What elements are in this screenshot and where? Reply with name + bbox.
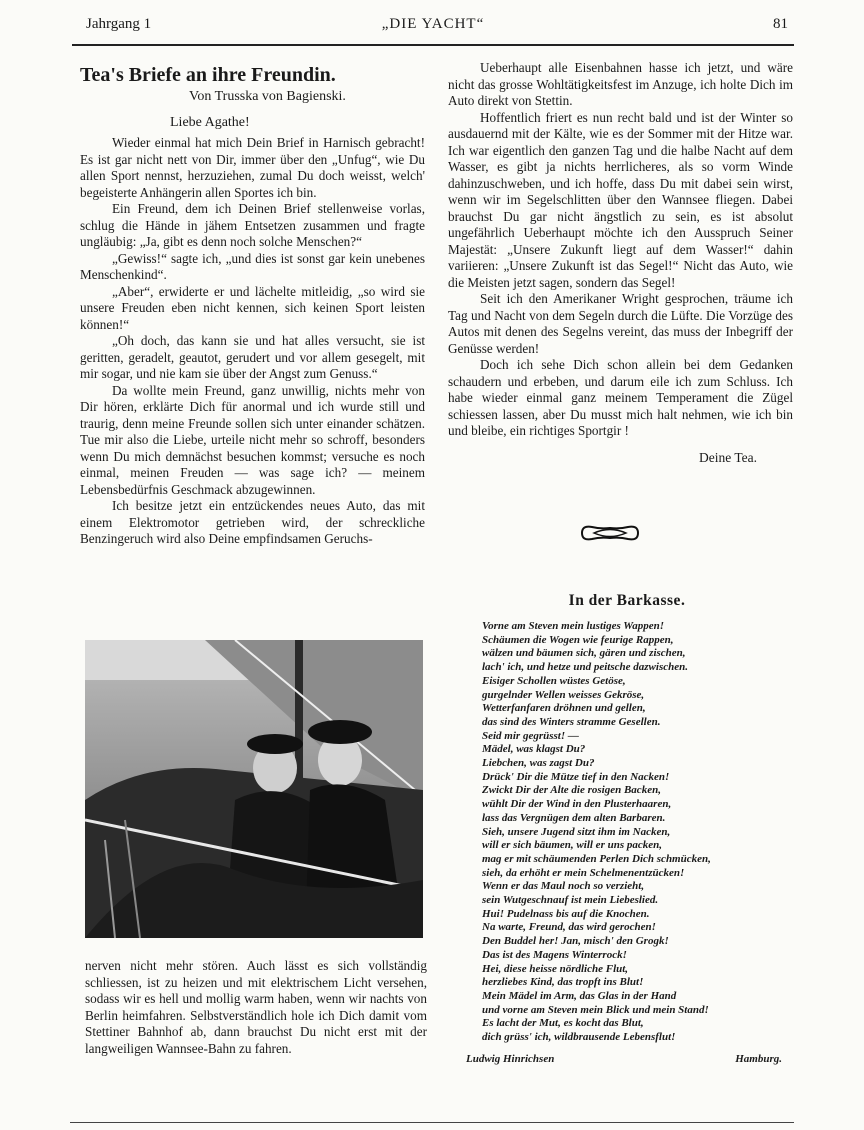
poem-line: Liebchen, was zagst Du?: [482, 757, 595, 770]
poem-line: dich grüss' ich, wildbrausende Lebensflut!: [482, 1031, 676, 1044]
poem-line: Mein Mädel im Arm, das Glas in der Hand: [482, 989, 677, 1002]
paragraph: „Gewiss!“ sagte ich, „und dies ist sonst gar kein unebenes Menschenkind“.: [80, 250, 425, 282]
poem-line: Eisiger Schollen wüstes Getöse,: [482, 674, 626, 687]
paragraph: Ein Freund, dem ich Deinen Brief stellenweise vorlas, schlug die Hände in jähem Entsetzen zusammen und fragte ungläubig: „Ja, gibt es denn noch solche Menschen?“: [80, 201, 425, 249]
poem-line: sieh, da erhöht er mein Schelmenentzücken!: [482, 866, 685, 879]
poem-line: Hei, diese heisse nördliche Flut,: [482, 962, 629, 975]
poem-line: Zwickt Dir der Alte die rosigen Backen,: [482, 784, 661, 797]
poem-line: Schäumen die Wogen wie feurige Rappen,: [482, 633, 674, 646]
paragraph: Ich besitze jetzt ein entzückendes neues Auto, das mit einem Elektromotor getrieben wird, der schreckliche Benzingeruch wird also Deine empfindsamen Geruchs-: [80, 498, 425, 546]
paragraph: „Aber“, erwiderte er und lächelte mitleidig, „so wird sie unsere Freuden eben nicht kennen, sich keinen Sport leisten können!“: [80, 283, 425, 332]
poem-line: will er sich bäumen, will er uns packen,: [482, 839, 662, 852]
poem-line: Wetterfanfaren dröhnen und gellen,: [482, 702, 646, 715]
poem-line: gurgelnder Wellen weisses Gekröse,: [482, 688, 645, 701]
poem-line: Das ist des Magens Winterrock!: [482, 948, 627, 961]
poem: [462, 592, 792, 1073]
paragraph: nerven nicht mehr stören. Auch lässt es sich vollständig schliessen, ist zu heizen und mit elektrischem Licht versehen, sodass wir es hell und mollig warm haben, wenn wir nachts von Berlin heimfahren. Selbstverständlich hole ich Dich damit vom Stettiner Bahnhof ab, dann brauchst Du nicht erst mit der langweiligen Wannsee-Bahn zu fahren.: [85, 958, 427, 1056]
right-column: [448, 60, 793, 466]
poem-place: Hamburg.: [735, 1052, 782, 1065]
page-header: [72, 16, 794, 46]
poem-line: das sind des Winters stramme Gesellen.: [482, 715, 661, 728]
poem-line: Es lacht der Mut, es kocht das Blut,: [482, 1017, 644, 1030]
poem-line: Mädel, was klagst Du?: [482, 743, 586, 756]
paragraph: Ueberhaupt alle Eisenbahnen hasse ich jetzt, und wäre nicht das grosse Wohltätigkeitsfest im Anzuge, ich holte Dich im Auto direkt von Stettin.: [448, 60, 793, 108]
poem-line: Hui! Pudelnass bis auf die Knochen.: [482, 907, 650, 920]
poem-title: In der Barkasse.: [568, 592, 686, 609]
poem-line: wühlt Dir der Wind in den Plusterhaaren,: [482, 798, 672, 811]
volume-label: Jahrgang 1: [86, 16, 152, 32]
photo-illustration: [85, 640, 423, 938]
poem-line: lach' ich, und hetze und peitsche dazwischen.: [482, 661, 688, 674]
poem-line: Sieh, unsere Jugend sitzt ihm im Nacken,: [482, 825, 671, 838]
paragraph: Da wollte mein Freund, ganz unwillig, nichts mehr von Dir hören, erklärte Dich für anormal und ich wurde still und traurig, denn meine Freunde sollen sich unter einander schätzen. Tue mir also die Liebe, urteile nicht mehr so schroff, besonders wenn Du mich demnächst besuchen kommst; versuche es noch einmal, meinen Freuden — was sage ich? — meinem Lebensbedürfnis Geschmack abzugewinnen.: [80, 382, 425, 497]
left-column-continuation: [85, 958, 427, 1057]
paragraph: „Oh doch, das kann sie und hat alles versucht, sie ist geritten, geradelt, geautot, gerudert und vor allem gesegelt, mit mir sogar, und nie kam sie über der Angst zum Genuss.“: [80, 333, 425, 381]
poem-line: herzliebes Kind, das tropft ins Blut!: [482, 976, 644, 989]
article-byline: Von Trusska von Bagienski.: [189, 89, 346, 104]
poem-line: wälzen und bäumen sich, gären und zischen,: [482, 647, 686, 660]
letter-signature: Deine Tea.: [698, 449, 757, 465]
photo-sailors-in-boat: [85, 640, 423, 938]
poem-line: sein Wutgeschnauf ist mein Liebeslied.: [482, 894, 659, 907]
paragraph: Hoffentlich friert es nun recht bald und ist der Winter so ausdauernd mit der Kälte, wie es der Sommer mit der Hitze war. Ich war eigentlich den ganzen Tag und die halbe Nacht auf dem Wasser, es gibt ja nichts herrlicheres, als so vorm Winde dahinzuschweben, und ich hoffe, dass Du mit dabei sein wirst, wenn wir im Segelschlitten über den Wannsee fliegen. Dabei brauchst Du gar nicht ängstlich zu sein, es ist absolut ungefährlich Ueberhaupt möchte ich den Ausspruch Seiner Majestät: „Unsere Zukunft liegt auf dem Wasser!“ dahin variieren: „Unsere Zukunft ist das Segel!“ Nicht das Auto, wie die Meisten jetzt sagen, sondern das Segel!: [448, 109, 793, 290]
poem-line: Wenn er das Maul noch so verzieht,: [482, 880, 645, 893]
poem-line: Drück' Dir die Mütze tief in den Nacken!: [482, 770, 670, 783]
page-number: 81: [773, 16, 788, 32]
paragraph: Seit ich den Amerikaner Wright gesprochen, träume ich Tag und Nacht von dem Segeln durch die Lüfte. Die Vorzüge des Autos mit denen des Segelns vereint, das muss der Inbegriff der Genüsse werden!: [448, 291, 793, 356]
poem-line: und vorne am Steven mein Blick und mein Stand!: [482, 1003, 709, 1016]
left-column: [80, 60, 425, 548]
poem-signature: [462, 1053, 792, 1073]
bottom-rule: [70, 1122, 794, 1123]
poem-lines: [462, 620, 792, 1045]
poem-line: Seid mir gegrüsst! —: [482, 729, 579, 742]
poem-line: lass das Vergnügen dem alten Barbaren.: [482, 811, 666, 824]
poem-line: Na warte, Freund, das wird gerochen!: [482, 921, 656, 934]
poem-author: Ludwig Hinrichsen: [466, 1052, 555, 1065]
poem-line: mag er mit schäumenden Perlen Dich schmücken,: [482, 852, 711, 865]
magazine-title: „DIE YACHT“: [381, 16, 485, 32]
poem-line: Vorne am Steven mein lustiges Wappen!: [482, 620, 665, 632]
poem-line: Den Buddel her! Jan, misch' den Grogk!: [482, 935, 669, 948]
article-title: Tea's Briefe an ihre Freundin.: [80, 64, 336, 86]
ornament-divider-icon: [578, 522, 642, 544]
paragraph: Doch ich sehe Dich schon allein bei dem Gedanken schaudern und erbeben, und darum eile ich zum Schluss. Ich habe wieder einmal ganz meinem Temperament die Zügel schiessen lassen, aber Du musst mich halt nehmen, wie ich bin und bleibe, ein richtiges Sportgir !: [448, 357, 793, 438]
paragraph: Wieder einmal hat mich Dein Brief in Harnisch gebracht! Es ist gar nicht nett von Dir, immer über den „Unfug“, wie Du allen Sport nennst, herzuziehen, zumal Du doch weisst, welch' begeisterte Anhängerin allen Sportes ich bin.: [80, 135, 425, 200]
salutation: Liebe Agathe!: [170, 115, 250, 130]
